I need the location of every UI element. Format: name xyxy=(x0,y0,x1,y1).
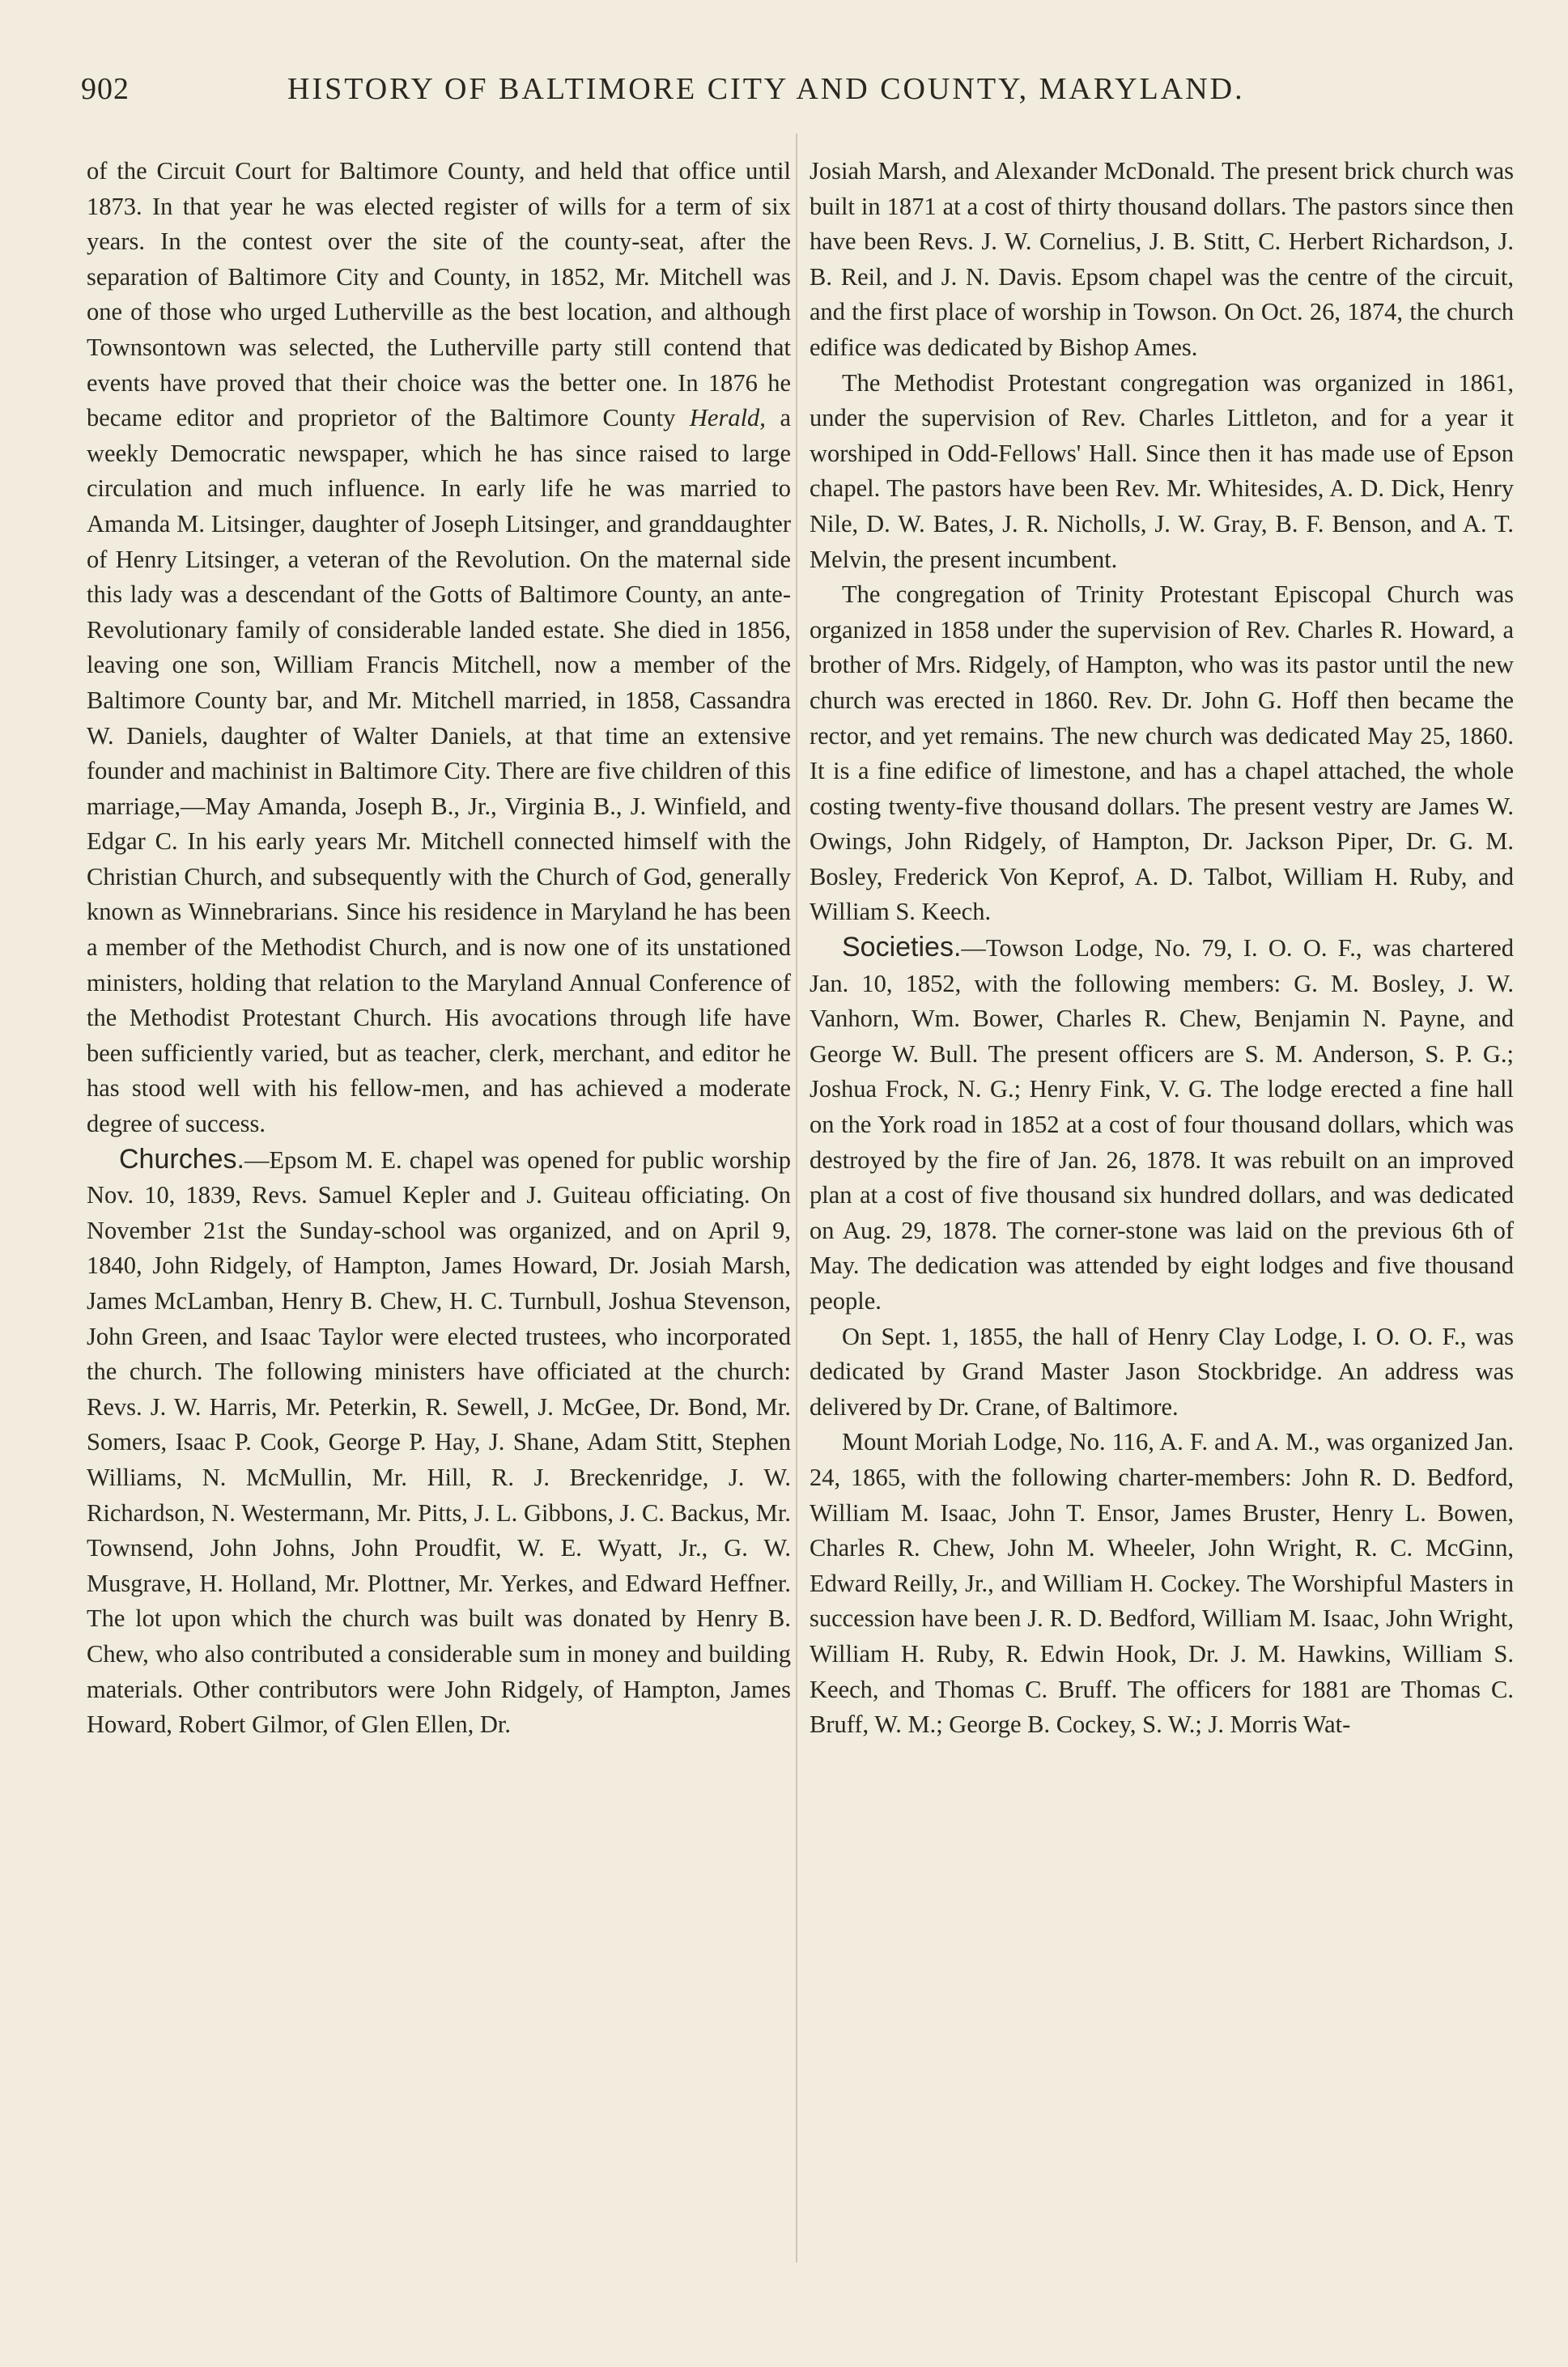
paragraph-text: —Epsom M. E. chapel was opened for public worship Nov. 10, 1839, Revs. Samuel Kepler and J. Guiteau officiating. On November 21st the Sunday-school was organized, and on April 9, 1840, John Ridgely, of Hampton, James Howard, Dr. Josiah Marsh, James McLamban, Henry B. Chew, H. C. Turnbull, Joshua Stevenson, John Green, and Isaac Taylor were elected trustees, who incorporated the church. The following ministers have officiated at the church: Revs. J. W. Harris, Mr. Peterkin, R. Sewell, J. McGee, Dr. Bond, Mr. Somers, Isaac P. Cook, George P. Hay, J. Shane, Adam Stitt, Stephen Williams, N. McMullin, Mr. Hill, R. J. Breckenridge, J. W. Richardson, N. Westermann, Mr. Pitts, J. L. Gibbons, J. C. Backus, Mr. Townsend, John Johns, John Proudfit, W. E. Wyatt, Jr., G. W. Musgrave, H. Holland, Mr. Plottner, Mr. Yerkes, and Edward Heffner. The lot upon which the church was built was donated by Henry B. Chew, who also contributed a considerable sum in money and building materials. Other contributors were John Ridgely, of Hampton, James Howard, Robert Gilmor, of Glen Ellen, Dr. xyxy=(87,1145,791,1739)
section-heading-societies: Societies. xyxy=(842,932,962,963)
page-header xyxy=(81,71,1506,120)
paragraph: Mount Moriah Lodge, No. 116, A. F. and A. M., was organized Jan. 24, 1865, with the following charter-members: John R. D. Bedford, William M. Isaac, John T. Ensor, James Bruster, Henry L. Bowen, Charles R. Chew, John M. Wheeler, John Wright, R. C. McGinn, Edward Reilly, Jr., and William H. Cockey. The Worshipful Masters in succession have been J. R. D. Bedford, William M. Isaac, John Wright, William H. Ruby, R. Edwin Hook, Dr. J. M. Hawkins, William S. Keech, and Thomas C. Bruff. The officers for 1881 are Thomas C. Bruff, W. M.; George B. Cockey, S. W.; J. Morris Wat- xyxy=(809,1428,1514,1739)
paragraph: The congregation of Trinity Protestant Episcopal Church was organized in 1858 under the supervision of Rev. Charles R. Howard, a brother of Mrs. Ridgely, of Hampton, who was its pastor until the new church was erected in 1860. Rev. Dr. John G. Hoff then became the rector, and yet remains. The new church was dedicated May 25, 1860. It is a fine edifice of limestone, and has a chapel attached, the whole costing twenty-five thousand dollars. The present vestry are James W. Owings, John Ridgely, of Hampton, Dr. Jackson Piper, Dr. G. M. Bosley, Frederick Von Keprof, A. D. Talbot, William H. Ruby, and William S. Keech. xyxy=(809,580,1514,926)
newspaper-title: Herald, xyxy=(689,404,766,432)
paragraph: On Sept. 1, 1855, the hall of Henry Clay Lodge, I. O. O. F., was dedicated by Grand Master Jason Stockbridge. An address was delivered by Dr. Crane, of Baltimore. xyxy=(809,1322,1514,1421)
column-divider xyxy=(796,134,797,2263)
paragraph xyxy=(809,930,1514,1319)
page-number: 902 xyxy=(81,72,130,106)
running-head: HISTORY OF BALTIMORE CITY AND COUNTY, MARYLAND. xyxy=(287,72,1245,106)
paragraph-text: a weekly Democratic newspaper, which he has since raised to large circulation and much influence. In early life he was married to Amanda M. Litsinger, daughter of Joseph Litsinger, and granddaughter of Henry Litsinger, a veteran of the Revolution. On the maternal side this lady was a descendant of the Gotts of Baltimore County, an ante-Revolutionary family of considerable landed estate. She died in 1856, leaving one son, William Francis Mitchell, now a member of the Baltimore County bar, and Mr. Mitchell married, in 1858, Cassandra W. Daniels, daughter of Walter Daniels, at that time an extensive founder and machinist in Baltimore City. There are five children of this marriage,—May Amanda, Joseph B., Jr., Virginia B., J. Winfield, and Edgar C. In his early years Mr. Mitchell connected himself with the Christian Church, and subsequently with the Church of God, generally known as Winnebrarians. Since his residence in Maryland he has been a member of the Methodist Church, and is now one of its unstationed ministers, holding that relation to the Maryland Annual Conference of the Methodist Protestant Church. His avocations through life have been sufficiently varied, but as teacher, clerk, merchant, and editor he has stood well with his fellow-men, and has achieved a moderate degree of success. xyxy=(87,404,791,1138)
section-heading-churches: Churches. xyxy=(119,1143,244,1175)
paragraph xyxy=(87,1142,791,1743)
paragraph: Josiah Marsh, and Alexander McDonald. The present brick church was built in 1871 at a cost of thirty thousand dollars. The pastors since then have been Revs. J. W. Cornelius, J. B. Stitt, C. Herbert Richardson, J. B. Reil, and J. N. Davis. Epsom chapel was the centre of the circuit, and the first place of worship in Towson. On Oct. 26, 1874, the church edifice was dedicated by Bishop Ames. xyxy=(809,157,1514,361)
right-column xyxy=(809,154,1514,1743)
paragraph-text: —Towson Lodge, No. 79, I. O. O. F., was chartered Jan. 10, 1852, with the following members: G. M. Bosley, J. W. Vanhorn, Wm. Bower, Charles R. Chew, Benjamin N. Payne, and George W. Bull. The present officers are S. M. Anderson, S. P. G.; Joshua Frock, N. G.; Henry Fink, V. G. The lodge erected a fine hall on the York road in 1852 at a cost of four thousand dollars, which was destroyed by the fire of Jan. 26, 1878. It was rebuilt on an improved plan at a cost of five thousand six hundred dollars, and was dedicated on Aug. 29, 1878. The corner-stone was laid on the previous 6th of May. The dedication was attended by eight lodges and five thousand people. xyxy=(809,934,1514,1315)
paragraph xyxy=(87,154,791,1142)
paragraph-text: of the Circuit Court for Baltimore County, and held that office until 1873. In that year he was elected register of wills for a term of six years. In the contest over the site of the county-seat, after the separation of Baltimore City and County, in 1852, Mr. Mitchell was one of those who urged Lutherville as the best location, and although Townsontown was selected, the Lutherville party still contend that events have proved that their choice was the better one. In 1876 he became editor and proprietor of the Baltimore County xyxy=(87,157,791,432)
left-column xyxy=(87,154,791,1743)
paragraph: The Methodist Protestant congregation was organized in 1861, under the supervision of Rev. Charles Littleton, and for a year it worshiped in Odd-Fellows' Hall. Since then it has made use of Epson chapel. The pastors have been Rev. Mr. Whitesides, A. D. Dick, Henry Nile, D. W. Bates, J. R. Nicholls, J. W. Gray, B. F. Benson, and A. T. Melvin, the present incumbent. xyxy=(809,368,1514,573)
